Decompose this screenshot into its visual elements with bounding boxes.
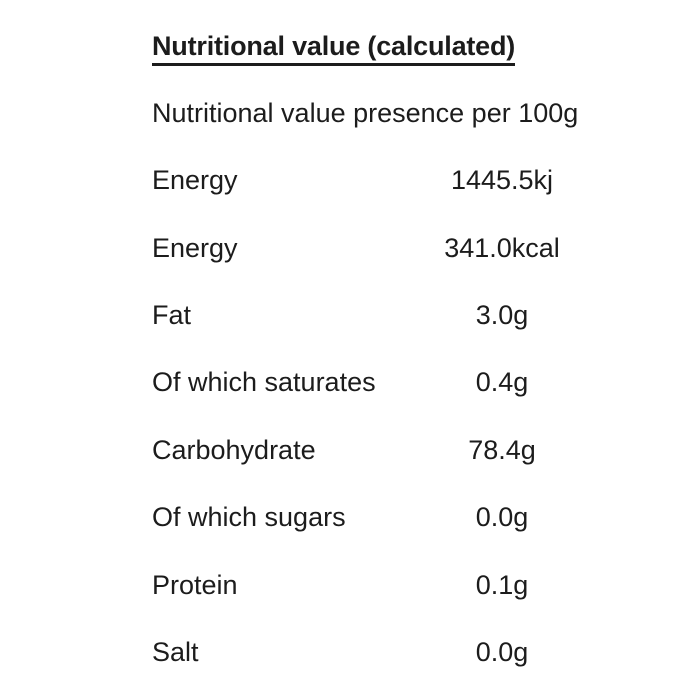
nutrient-value: 341.0kcal bbox=[444, 232, 560, 263]
title-row bbox=[0, 30, 700, 66]
table-row bbox=[0, 282, 700, 349]
nutrient-label: Of which sugars bbox=[152, 502, 346, 533]
nutrient-label: Fat bbox=[152, 299, 192, 330]
nutrient-value: 0.1g bbox=[475, 569, 529, 600]
nutrient-label: Salt bbox=[152, 636, 199, 667]
nutrient-label: Of which saturates bbox=[152, 367, 376, 398]
page-title: Nutritional value (calculated) bbox=[152, 30, 515, 66]
nutrition-table bbox=[0, 147, 700, 686]
nutrient-value: 1445.5kj bbox=[450, 165, 554, 196]
table-row bbox=[0, 214, 700, 281]
subtitle: Nutritional value presence per 100g bbox=[152, 98, 579, 128]
table-row bbox=[0, 551, 700, 618]
nutrient-label: Energy bbox=[152, 165, 238, 196]
table-row bbox=[0, 619, 700, 686]
table-row bbox=[0, 417, 700, 484]
table-row bbox=[0, 484, 700, 551]
nutrient-value: 3.0g bbox=[475, 299, 529, 330]
nutrient-label: Protein bbox=[152, 569, 238, 600]
nutrient-value: 0.0g bbox=[475, 502, 529, 533]
table-row bbox=[0, 349, 700, 416]
table-row bbox=[0, 147, 700, 214]
nutrient-label: Energy bbox=[152, 232, 238, 263]
nutrient-label: Carbohydrate bbox=[152, 434, 316, 465]
nutrient-value: 0.4g bbox=[475, 367, 529, 398]
nutrient-value: 78.4g bbox=[468, 434, 536, 465]
nutrient-value: 0.0g bbox=[475, 636, 529, 667]
